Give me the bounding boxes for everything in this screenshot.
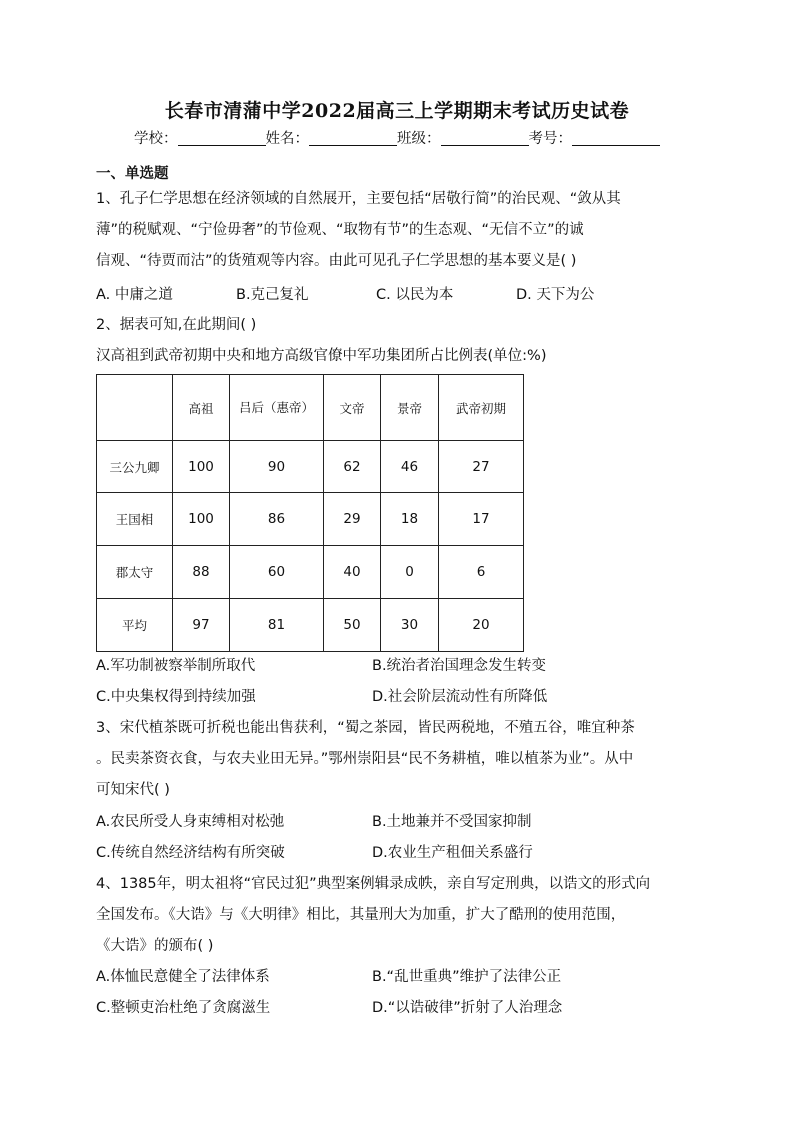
class-blank[interactable]: [441, 131, 529, 146]
table-cell: 18: [381, 493, 439, 546]
exam-no-blank[interactable]: [572, 131, 660, 146]
table-row: [97, 493, 524, 546]
q2-option-c: C.中央集权得到持续加强: [96, 689, 256, 705]
table-cell: 27: [439, 441, 524, 493]
row-label: 平均: [97, 599, 173, 652]
name-blank[interactable]: [309, 131, 397, 146]
table-cell: 50: [324, 599, 381, 652]
q1-line3: 信观、“待贾而沽”的货殖观等内容。由此可见孔子仁学思想的基本要义是( ): [96, 253, 577, 269]
q3-line3: 可知宋代( ): [96, 782, 170, 798]
table-cell: 17: [439, 493, 524, 546]
name-label: 姓名：: [265, 131, 309, 147]
q2-option-b: B.统治者治国理念发生转变: [372, 658, 547, 674]
school-blank[interactable]: [178, 131, 266, 146]
table-cell: 86: [230, 493, 324, 546]
data-table: [96, 374, 524, 652]
q4-option-d: D.“以诰破律”折射了人治理念: [372, 1000, 563, 1016]
q4-line3: 《大诰》的颁布( ): [96, 938, 214, 954]
q4-line2: 全国发布。《大诰》与《大明律》相比，其量刑大为加重，扩大了酷刑的使用范围，: [96, 907, 626, 923]
q4-option-a: A.体恤民意健全了法律体系: [96, 969, 270, 985]
row-label: 三公九卿: [97, 441, 173, 493]
q3-line2: 。民卖茶资衣食，与农夫业田无异。”鄂州崇阳县“民不务耕植，唯以植茶为业”。从中: [96, 751, 634, 767]
q1-options: [96, 283, 594, 304]
row-label: 郡太守: [97, 546, 173, 599]
table-cell: 88: [173, 546, 230, 599]
table-cell: 100: [173, 493, 230, 546]
q4-option-c: C.整顿吏治杜绝了贪腐滋生: [96, 1000, 271, 1016]
table-header-cell: 武帝初期: [439, 375, 524, 441]
section-heading: 一、单选题: [96, 166, 169, 182]
table-row: [97, 599, 524, 652]
q2-stem: 2、据表可知,在此期间( ): [96, 317, 257, 333]
table-cell: 97: [173, 599, 230, 652]
q1-option-a: A. 中庸之道: [96, 287, 173, 303]
q3-option-b: B.土地兼并不受国家抑制: [372, 814, 532, 830]
q2-option-a: A.军功制被察举制所取代: [96, 658, 256, 674]
q4-option-b: B.“乱世重典”维护了法律公正: [372, 969, 562, 985]
q3-option-c: C.传统自然经济结构有所突破: [96, 845, 285, 861]
table-header-corner: [97, 375, 173, 441]
table-cell: 46: [381, 441, 439, 493]
q1-option-d: D. 天下为公: [516, 287, 595, 303]
table-cell: 30: [381, 599, 439, 652]
table-header-row: [97, 375, 524, 441]
table-row: [97, 441, 524, 493]
table-cell: 29: [324, 493, 381, 546]
table-cell: 62: [324, 441, 381, 493]
row-label: 王国相: [97, 493, 173, 546]
table-cell: 0: [381, 546, 439, 599]
table-cell: 90: [230, 441, 324, 493]
exam-no-label: 考号：: [528, 131, 572, 147]
table-row: [97, 546, 524, 599]
table-cell: 20: [439, 599, 524, 652]
table-cell: 6: [439, 546, 524, 599]
q1-line1: 1、孔子仁学思想在经济领域的自然展开，主要包括“居敬行简”的治民观、“敛从其: [96, 191, 621, 207]
q1-option-c: C. 以民为本: [376, 287, 454, 303]
student-info-line: [0, 127, 794, 148]
q3-line1: 3、宋代植茶既可折税也能出售获利，“蜀之茶园，皆民两税地，不殖五谷，唯宜种茶: [96, 720, 635, 736]
q2-table-title: 汉高祖到武帝初期中央和地方高级官僚中军功集团所占比例表(单位:%): [96, 348, 547, 364]
q3-option-a: A.农民所受人身束缚相对松弛: [96, 814, 285, 830]
q1-option-b: B.克己复礼: [236, 287, 309, 303]
class-label: 班级：: [397, 131, 441, 147]
q4-line1: 4、1385年，明太祖将“官民过犯”典型案例辑录成帙，亲自写定刑典，以诰文的形式向: [96, 876, 651, 892]
school-label: 学校：: [134, 131, 178, 147]
table-cell: 60: [230, 546, 324, 599]
table-header-cell: 吕后（惠帝）: [230, 375, 324, 441]
table-header-cell: 景帝: [381, 375, 439, 441]
table-header-cell: 文帝: [324, 375, 381, 441]
table-cell: 40: [324, 546, 381, 599]
q1-line2: 薄”的税赋观、“宁俭毋奢”的节俭观、“取物有节”的生态观、“无信不立”的诚: [96, 222, 584, 238]
table-header-cell: 高祖: [173, 375, 230, 441]
q2-option-d: D.社会阶层流动性有所降低: [372, 689, 548, 705]
table-cell: 81: [230, 599, 324, 652]
page-title: 长春市清蒲中学2022届高三上学期期末考试历史试卷: [164, 100, 630, 122]
table-cell: 100: [173, 441, 230, 493]
q3-option-d: D.农业生产租佃关系盛行: [372, 845, 533, 861]
